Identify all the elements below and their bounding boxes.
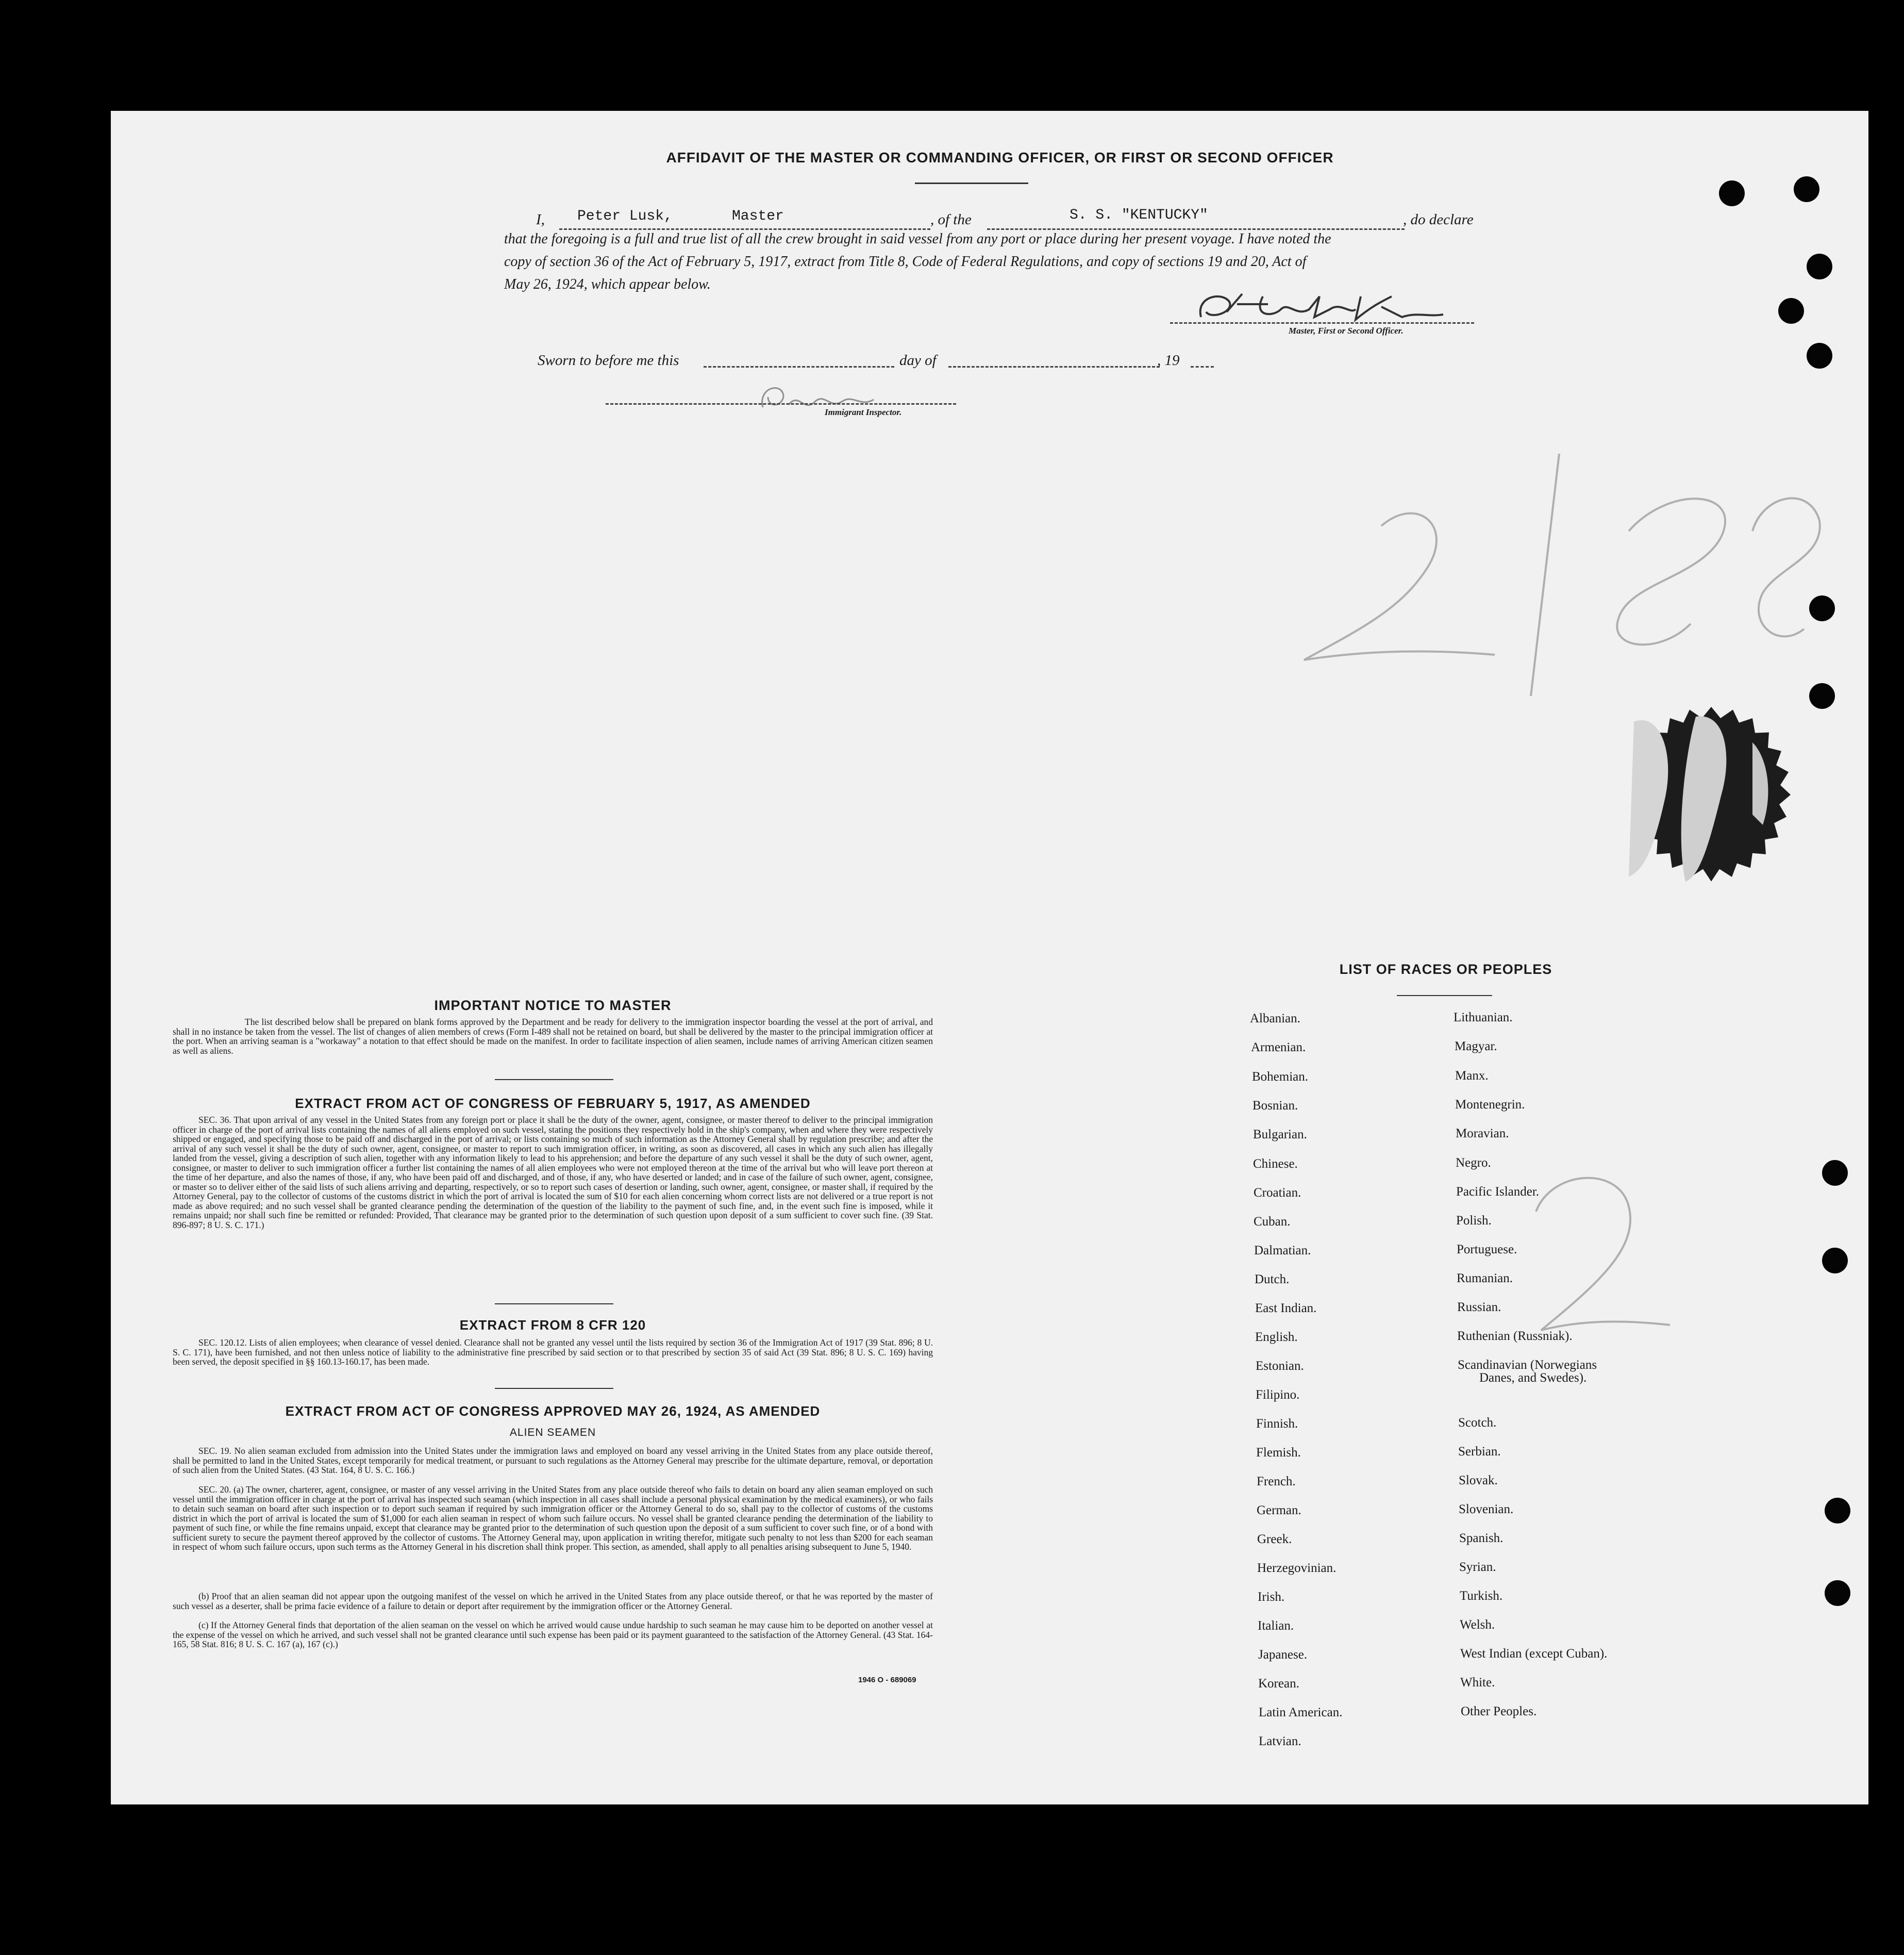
race-item: Bulgarian. [1253,1128,1307,1141]
name-line [559,228,930,230]
race-item: Armenian. [1251,1040,1306,1054]
race-item: Irish. [1258,1590,1285,1604]
race-item: Estonian. [1256,1359,1304,1373]
print-code: 1946 O - 689069 [858,1676,916,1684]
race-item: Korean. [1258,1677,1299,1691]
declaration-line-3: May 26, 1924, which appear below. [504,276,711,292]
of-the-label: , of the [930,211,972,228]
race-item: Danes, and Swedes). [1479,1371,1587,1385]
race-item: Slovak. [1459,1473,1498,1487]
race-item: Welsh. [1460,1618,1495,1632]
sworn-label: Sworn to before me this [538,352,679,369]
master-rank: Master [732,208,784,224]
inspector-line [606,403,956,405]
vessel-name: S. S. "KENTUCKY" [1070,207,1208,223]
extract-1924-sec20a: SEC. 20. (a) The owner, charterer, agent, consignee, or master of any vessel arriving in the United States from any place outside thereof who fails to detain on board any alien seaman employed on such vessel until the immigration officer in charge at the port of arrival has inspected such seaman (which inspection in all cases shall include a personal physical examination by the medical examiners), or who fails to detain such seaman on board after such inspection or to deport such seaman if required by such immigration officer or the Attorney General to do so, shall pay to the collector of customs of the customs district in which the port of arrival is located the sum of $1,000 for each alien seaman in respect of whom such failure occurs. No vessel shall be granted clearance pending the determination of the liability to payment of such fine, or while the fine remains unpaid, except that clearance may be granted prior to the determination of such question upon the deposit of a sum sufficient to cover such fine, or of a bond with sufficient surety to secure the payment thereof approved by the collector of customs. The Attorney General may, upon application in writing therefor, mitigate such penalty to not less than $200 for each seaman in respect of whom such failure occurs, upon such terms as the Attorney General in his discretion shall think proper. This section, as amended, shall apply to all penalties arising subsequent to June 5, 1940. [173,1484,933,1552]
race-item: Portuguese. [1457,1242,1517,1256]
race-item: Cuban. [1254,1215,1291,1229]
race-item: Manx. [1455,1069,1489,1083]
extract-1924-subtitle: ALIEN SEAMEN [509,1427,596,1438]
punch-hole-10 [1825,1498,1850,1523]
signature-line [1170,322,1474,324]
race-item: Moravian. [1456,1126,1509,1140]
extract-1924-title: EXTRACT FROM ACT OF CONGRESS APPROVED MAY 26, 1924, AS AMENDED [285,1403,821,1419]
race-item: Negro. [1456,1156,1491,1170]
notice-divider [495,1079,613,1080]
race-item: Russian. [1457,1300,1501,1314]
day-of-label: day of [899,352,937,369]
race-item: Dutch. [1255,1272,1290,1286]
sworn-day-line [704,366,894,368]
sworn-month-line [948,366,1160,368]
race-item: Finnish. [1256,1417,1298,1431]
pencil-number-annotation [1521,1165,1691,1351]
notice-text: The list described below shall be prepared on blank forms approved by the Department and be ready for delivery to the immigration inspector boarding the vessel at the port of arrival, and shall in no instance be taken from the vessel. The list of changes of alien members of crews (Form I-489 shall not be retained on board, but shall be delivered by the master to the principal immigration officer at the port. When an arriving seaman is a "workaway" a notation to that effect should be made on the manifest. In order to facilitate inspection of alien seamen, include names of arriving American citizen seamen as well as aliens. [173,1017,933,1056]
race-item: White. [1460,1676,1495,1689]
race-item: Bohemian. [1252,1070,1309,1084]
race-item: Latvian. [1259,1734,1301,1748]
master-name: Peter Lusk, [577,208,673,224]
declaration-line-2: copy of section 36 of the Act of February 5, 1917, extract from Title 8, Code of Federal Regulations, and copy of sections 19 and 20, Act of [504,254,1307,270]
race-item: English. [1255,1330,1298,1344]
punch-hole-5 [1807,343,1832,369]
extract-1917-text: SEC. 36. That upon arrival of any vessel in the United States from any foreign port or place it shall be the duty of the owner, agent, consignee, or master thereof to deliver to the principal immigration officer in charge of the port of arrival lists containing the names of all aliens employed on such vessel, stating the positions they respectively hold in the ship's company, when and where they were respectively shipped or engaged, and specifying those to be paid off and discharged in the port of arrival; or lists containing so much of such information as the Attorney General shall by regulation prescribe; and after the arrival of any such vessel it shall be the duty of such owner, agent, consignee, or master to report to such immigration officer, in writing, as soon as discovered, all cases in which any such alien has illegally landed from the vessel, giving a description of such alien, together with any information likely to lead to his apprehension; and before the departure of any such vessel it shall be the duty of such owner, agent, consignee, or master to deliver to such immigration officer a further list containing the names of all alien employees who were not employed thereon at the time of the arrival but who will leave port thereon at the time of her departure, and also the names of those, if any, who have been paid off and discharged, and of those, if any, who have deserted or landed; and in case of the failure of such owner, agent, consignee, or master so to deliver either of the said lists of such aliens arriving and departing, respectively, or so to report such cases of desertion or landing, such owner, agent, consignee, or master shall, if required by the Attorney General, pay to the collector of customs of the customs district in which the port of arrival is located the sum of $10 for each alien concerning whom correct lists are not delivered or a true report is not made as above required; and no such vessel shall be granted clearance pending the determination of the question of the liability to the payment of such fine, and, in the event such fine is imposed, while it remains unpaid; nor shall such fine be remitted or refunded: Provided, That clearance may be granted prior to the determination of such question upon deposit of a sum sufficient to cover such fine. (39 Stat. 896-897; 8 U. S. C. 171.) [173,1115,933,1230]
race-item: Albanian. [1250,1012,1300,1025]
affidavit-title: AFFIDAVIT OF THE MASTER OR COMMANDING OFFICER, OR FIRST OR SECOND OFFICER [666,150,1334,165]
signature-caption: Master, First or Second Officer. [1289,326,1404,336]
race-item: Croatian. [1254,1186,1301,1200]
race-item: Bosnian. [1252,1099,1298,1113]
extract-1924-sec19: SEC. 19. No alien seaman excluded from admission into the United States under the immigration laws and employed on board any vessel arriving in the United States from any place outside thereof, shall be permitted to land in the United States, except temporarily for medical treatment, or pursuant to such regulations as the Attorney General may prescribe for the ultimate departure, removal, or deportation of such alien from the United States. (43 Stat. 164, 8 U. S. C. 166.) [173,1446,933,1475]
extract-1917-divider [495,1303,613,1304]
extract-cfr-text: SEC. 120.12. Lists of alien employees; when clearance of vessel denied. Clearance shall not be granted any vessel until the lists required by section 36 of the Immigration Act of 1917 (39 Stat. 896; 8 U. S. C. 171), have been furnished, and not then unless notice of liability to the administrative fine prescribed by said section or to that prescribed by section 35 of said Act (39 Stat. 896; 8 U. S. C. 169) having been served, the deposit specified in §§ 160.13-160.17, has been made. [173,1337,933,1367]
race-item: French. [1257,1474,1296,1488]
race-item: Dalmatian. [1254,1244,1311,1257]
race-item: Syrian. [1459,1560,1496,1574]
race-item: Spanish. [1459,1531,1504,1545]
race-item: Latin American. [1259,1705,1343,1719]
race-item: Chinese. [1253,1157,1298,1171]
year-prefix: , 19 [1157,352,1180,369]
embossed-seal [1598,681,1825,897]
race-item: Other Peoples. [1461,1704,1537,1718]
title-underline [915,183,1028,184]
races-title: LIST OF RACES OR PEOPLES [1339,962,1552,977]
race-item: Scotch. [1458,1416,1497,1430]
punch-hole-4 [1778,298,1804,324]
race-item: Pacific Islander. [1456,1185,1540,1199]
race-item: Turkish. [1460,1589,1503,1603]
extract-cfr-title: EXTRACT FROM 8 CFR 120 [459,1317,646,1333]
pencil-date-annotation [1299,454,1840,711]
race-item: Magyar. [1455,1039,1497,1053]
do-declare-label: , do declare [1403,211,1474,228]
punch-hole-11 [1825,1580,1850,1606]
punch-hole-2 [1794,176,1819,202]
inspector-caption: Immigrant Inspector. [825,407,902,417]
race-item: Greek. [1257,1532,1292,1546]
race-item: Rumanian. [1457,1271,1513,1285]
extract-cfr-divider [495,1388,613,1389]
vessel-line [987,228,1405,230]
i-label: I, [536,211,545,228]
race-item: West Indian (except Cuban). [1460,1647,1608,1661]
race-item: Italian. [1258,1619,1294,1633]
race-item: German. [1257,1503,1301,1517]
punch-hole-3 [1807,254,1832,279]
notice-title: IMPORTANT NOTICE TO MASTER [434,998,672,1013]
extract-1924-sec20c: (c) If the Attorney General finds that deportation of the alien seaman on the vessel on which he arrived would cause undue hardship to such seaman he may cause him to be deported on another vessel at the expense of the vessel on which he arrived, and such vessel shall not be granted clearance until such expense has been paid or its payment guaranteed to the satisfaction of the Attorney General. (43 Stat. 164-165, 58 Stat. 816; 8 U. S. C. 167 (a), 167 (c).) [173,1620,933,1649]
race-item: Lithuanian. [1454,1010,1513,1024]
punch-hole-8 [1822,1160,1848,1186]
punch-hole-9 [1822,1248,1848,1273]
race-item: Flemish. [1256,1446,1301,1460]
races-title-underline [1397,995,1492,996]
race-item: Ruthenian (Russniak). [1457,1329,1573,1343]
race-item: East Indian. [1255,1301,1317,1315]
punch-hole-1 [1719,180,1745,206]
extract-1924-sec20b: (b) Proof that an alien seaman did not appear upon the outgoing manifest of the vessel on which he arrived in the United States from any place outside thereof, or that he was reported by the master of such vessel as a deserter, shall be prima facie evidence of a failure to detain or deport after requirement by the immigration officer or the Attorney General. [173,1591,933,1611]
race-item: Scandinavian (Norwegians [1458,1358,1597,1372]
race-item: Japanese. [1258,1648,1308,1662]
race-item: Polish. [1456,1214,1492,1228]
extract-1917-title: EXTRACT FROM ACT OF CONGRESS OF FEBRUARY 5, 1917, AS AMENDED [295,1096,811,1111]
race-item: Herzegovinian. [1257,1561,1337,1575]
race-item: Slovenian. [1459,1502,1514,1516]
declaration-line-1: that the foregoing is a full and true list of all the crew brought in said vessel from any port or place during her present voyage. I have noted the [504,231,1331,247]
sworn-year-line [1191,366,1214,368]
master-signature [1185,281,1474,333]
race-item: Serbian. [1458,1445,1501,1459]
race-item: Montenegrin. [1455,1098,1525,1112]
race-item: Filipino. [1256,1388,1300,1402]
